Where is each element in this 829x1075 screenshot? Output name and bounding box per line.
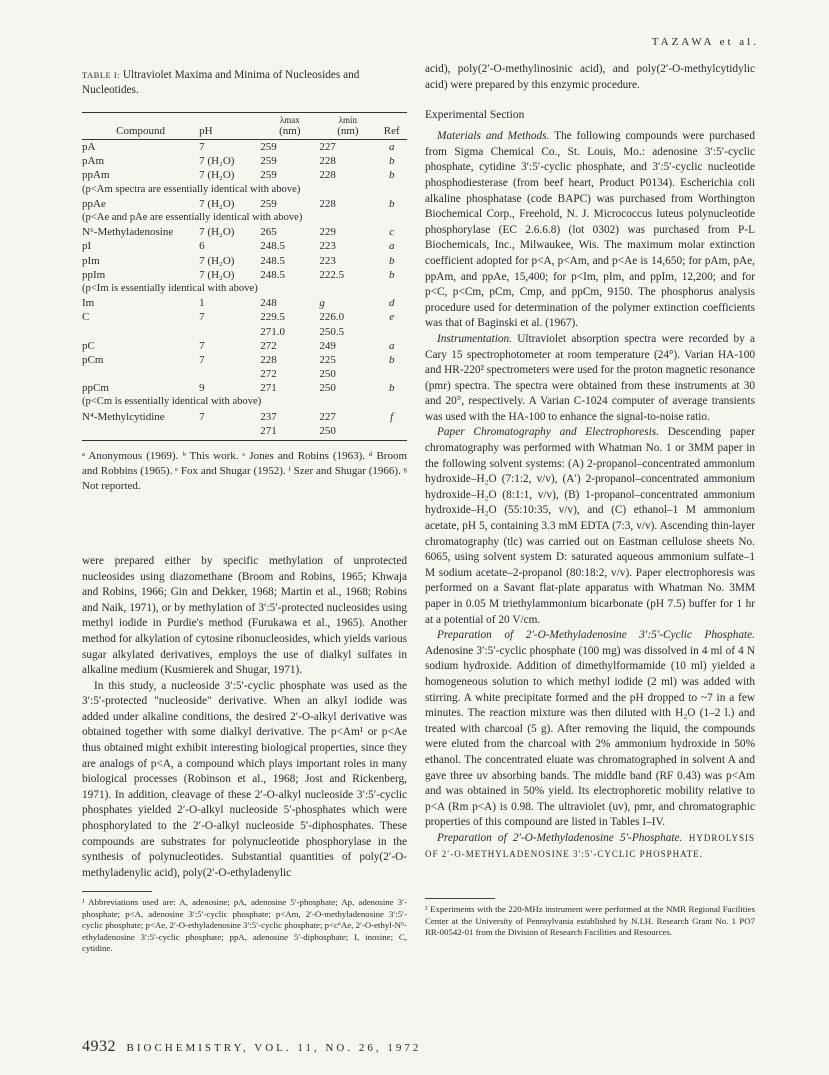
cell-compound: pI: [82, 240, 92, 253]
cell-lmin: 225: [319, 353, 336, 366]
instrumentation-paragraph: [425, 332, 755, 426]
table-note-row: [82, 395, 407, 409]
cell-ref: c: [389, 226, 395, 239]
materials-text: The following compounds were purchased from Sigma Chemical Co., St. Louis, Mo.: adenosine 3′:5′-cyclic phosphate, cytidine 3′:5′-cyclic phosphate, and 3′:5′-cyclic nucleotide phosphodiesterase (from beef heart, Product P0134). Escherichia coli alkaline phosphatase (code BAPC) was purchased from Worthington Biochemical Corp., Freehold, N. J. Micrococcus luteus polynucleotide phosphorylase (EC 2.6.6.8) (lot 0302) was purchased from P-L Biochemicals, Inc., Milwaukee, Wis. The maximum molar extinction coefficient adopted for p<A, p<Am, and p<Ae is 14,650; for pAm, pAe, ppAm, and ppAe, 15,400; for p<Im, pIm, and ppIm, 12,200; and for p<C, p<Cm, pCm, Cmp, and ppCm, 9150. The phosphorus analysis procedure used for determination of the polymer extinction coefficients was that of Baginski et al. (1967).: [425, 130, 755, 330]
cell-lmax: 248.5: [260, 268, 286, 281]
cell-compound: pC: [82, 339, 95, 352]
cell-ref: a: [388, 339, 395, 352]
cell-compound: [82, 367, 199, 381]
chromatography-text: Descending paper chromatography was performed with Whatman No. 1 or 3MM paper in the following solvent systems: (A) 2-propanol–concentrated ammonium hydroxide–H₂O (7:1:2, v/v), (A′) 2-propanol–concentrated ammonium hydroxide–H₂O (8:1:1, v/v), (B) 1-propanol–concentrated ammonium hydroxide–H₂O (55:10:35, v/v), and (C) ethanol–1 M ammonium acetate, pH 5, containing 3.3 mM EDTA (7:3, v/v). Ascending thin-layer chromatography (tlc) was carried out on Eastman cellulose sheets No. 6065, using solvent system D: saturated aqueous ammonium sulfate–1 M sodium acetate–2-propanol (80:18:2, v/v). Paper electrophoresis was performed on a Savant flat-plate apparatus with Whatman No. 3MM paper in 0.05 M triethylammonium bicarbonate (pH 7.5) buffer for 1 hr at a potential of 20 V/cm.: [425, 426, 755, 626]
cell-ref: a: [388, 240, 395, 253]
cell-ref: e: [389, 311, 395, 324]
instrumentation-text: Ultraviolet absorption spectra were recorded by a Cary 15 spectrophotometer at room temperature (24°). Varian HA-100 and HR-220² spectrometers were used for the proton magnetic resonance (pmr) spectra. The spectra were obtained from these instruments at 30 and 20°, respectively. A Varian C-1024 computer of average transients was used with the HA-100 to enhance the signal-to-noise ratio.: [425, 332, 755, 423]
cell-lmin: 222.5: [319, 268, 345, 281]
prep2-text: HYDROLYSIS OF 2′-O-METHYLADENOSINE 3′:5′-CYCLIC PHOSPHATE.: [425, 832, 755, 859]
cell-ref: b: [388, 382, 395, 395]
table-row: [82, 339, 407, 353]
cell-lmax: 248.5: [260, 240, 286, 253]
table-note-row: [82, 211, 407, 225]
table-footnotes: ᵃ Anonymous (1969). ᵇ This work. ᶜ Jones and Robins (1963). ᵈ Broom and Robbins (1965). ᵉ Fox and Shugar (1952). ᶠ Szer and Shugar (1966). ᵍ Not reported.: [82, 449, 407, 492]
table-row: [82, 225, 407, 239]
cell-compound: Im: [82, 297, 95, 310]
cell-compound: ppCm: [82, 382, 109, 395]
cell-ref: b: [388, 268, 395, 281]
cell-compound: pA: [82, 141, 96, 154]
cell-lmin: 250.5: [319, 325, 345, 338]
cell-compound: pIm: [82, 254, 100, 267]
table-caption-text: Ultraviolet Maxima and Minima of Nucleosides and Nucleotides.: [82, 69, 360, 96]
cell-compound: pCm: [82, 353, 104, 366]
table-row: [82, 296, 407, 310]
cell-ref: b: [388, 155, 395, 168]
cell-lmin: 223: [319, 254, 336, 267]
prep1-head: Preparation of 2′-O-Methyladenosine 3′:5′-Cyclic Phosphate.: [437, 629, 755, 642]
cell-lmax: 265: [260, 226, 277, 239]
cell-compound: [82, 424, 199, 441]
table-note: (p<Im is essentially identical with above): [82, 282, 258, 294]
chromatography-paragraph: [425, 425, 755, 628]
prep1-paragraph: [425, 628, 755, 831]
cell-lmax: 259: [260, 169, 277, 182]
journal-line: BIOCHEMISTRY, VOL. 11, NO. 26, 1972: [126, 1042, 422, 1054]
cell-compound: ppAe: [82, 197, 106, 210]
cell-lmin: 250: [319, 424, 376, 441]
cell-ref: b: [388, 169, 395, 182]
footnote-1: ¹ Abbreviations used are: A, adenosine; pA, adenosine 5′-phosphate; Ap, adenosine 3′-phosphate; p<A, adenosine 3′:5′-cyclic phosphate; p<Am, 2′-O-methyladenosine 3′:5′-cyclic phosphate; p<Ae, 2′-O-ethyladenosine 3′:5′-cyclic phosphate; p<c⁶Ae, 2′-O-ethyl-N⁶-ethyladenosine 3′:5′-cyclic phosphate; ppA, adenosine 5′-diphosphate; I, inosine; C, cytidine.: [82, 897, 407, 954]
left-paragraph-1: were prepared either by specific methylation of unprotected nucleosides using diazomethane (Broom and Robins, 1965; Khwaja and Robins, 1966; Gin and Dekker, 1968; Martin et al., 1968; Robins and Naik, 1971), or by methylation of 3′:5′-protected nucleosides using methyl iodide in Purdie's method (Furukawa et al., 1965). Another method for alkylation of cytosine ribonucleosides, which yields various sugar alkylated derivatives, employs the use of dialkyl sulfates in alkaline medium (Kusmierek and Shugar, 1971).: [82, 554, 407, 677]
cell-ph: 7: [199, 311, 205, 324]
table-row: [82, 168, 407, 182]
cell-ph: 7: [199, 339, 205, 352]
prep2-head: Preparation of 2′-O-Methyladenosine 5′-Phosphate.: [437, 831, 683, 844]
section-title: Experimental Section: [425, 109, 525, 122]
cell-lmin: 226.0: [319, 311, 345, 324]
cell-ref: a: [388, 141, 395, 154]
table-row: [82, 197, 407, 211]
table-row: [82, 268, 407, 282]
cell-lmax: 259: [260, 155, 277, 168]
cell-lmax: 271: [260, 382, 277, 395]
cell-lmin: 227: [319, 410, 336, 423]
materials-head: Materials and Methods.: [437, 130, 550, 143]
cell-compound: ppIm: [82, 268, 106, 281]
cell-lmax: 272: [260, 368, 277, 381]
left-paragraph-2: In this study, a nucleoside 3′:5′-cyclic phosphate was used as the 3′:5′-protected "nucleoside" derivative. When an alkyl iodide was added under alkaline conditions, the desired 2′-O-alkyl derivative was obtained together with some dialkyl derivative. The p<Am¹ or p<Ae thus obtained might exhibit interesting biological properties, since they are analogs of p<A, a compound which plays important roles in many biological processes (Robinson et al., 1968; Jost and Rickenberg, 1971). In addition, cleavage of these 2′-O-alkyl nucleoside 3′:5′-cyclic phosphates yielded 2′-O-alkyl nucleoside 5′-phosphates which were phosphorylated to the 2′-O-alkyl nucleoside 5′-diphosphates. These compounds are substrates for polynucleotide phosphorylase in the synthesis of polynucleotides. Substantial quantities of poly(2′-O-methyladenylic acid), poly(2′-O-ethyladenylic: [82, 679, 407, 879]
header-ref: Ref: [376, 113, 407, 140]
cell-ref: [376, 367, 407, 381]
cell-ph: [199, 367, 260, 381]
cell-ph: [199, 324, 260, 338]
table-note-row: [82, 183, 407, 197]
cell-ph: 7 (H₂O): [199, 226, 235, 239]
cell-ref: [376, 324, 407, 338]
cell-ph: 7 (H₂O): [199, 155, 235, 168]
cell-ph: 7 (H₂O): [199, 268, 235, 281]
cell-lmax: 248: [260, 297, 277, 310]
left-column: [82, 62, 407, 955]
cell-ref: b: [388, 353, 395, 366]
cell-ph: [199, 424, 260, 441]
header-compound: Compound: [82, 113, 199, 140]
cell-lmin: 228: [319, 155, 336, 168]
table-label: TABLE I:: [82, 70, 121, 80]
cell-lmax: 271.0: [260, 325, 286, 338]
table-row: [82, 140, 407, 155]
cell-lmax: 237: [260, 410, 277, 423]
cell-lmax: 271: [260, 424, 319, 441]
cell-lmin: g: [319, 297, 325, 310]
cell-ph: 7 (H₂O): [199, 254, 235, 267]
cell-ph: 7 (H₂O): [199, 197, 235, 210]
chromatography-head: Paper Chromatography and Electrophoresis.: [437, 426, 659, 439]
table-note: (p<Cm is essentially identical with above): [82, 396, 262, 408]
table-row: [82, 239, 407, 253]
table-row: [82, 381, 407, 395]
cell-ph: 7 (H₂O): [199, 169, 235, 182]
cell-ref: [376, 424, 407, 441]
footnote-2: ² Experiments with the 220-MHz instrument were performed at the NMR Regional Facilities Center at the University of Pennsylvania established by N.I.H. Research Grant No. 1 PO7 RR-00542-01 from the Division of Research Facilities and Resources.: [425, 904, 755, 938]
cell-lmax: 259: [260, 141, 277, 154]
cell-compound: N⁴-Methylcytidine: [82, 410, 165, 423]
table-row: [82, 353, 407, 367]
cell-lmin: 250: [319, 382, 336, 395]
cell-ph: 7: [199, 353, 205, 366]
table-note-row: [82, 282, 407, 296]
cell-lmax: 259: [260, 197, 277, 210]
table-note: (p<Ae and pAe are essentially identical with above): [82, 212, 303, 224]
table-row: [82, 367, 407, 381]
right-paragraph-0: acid), poly(2′-O-methylinosinic acid), and poly(2′-O-methylcytidylic acid) were prepared by this enzymic procedure.: [425, 63, 755, 91]
uv-table-body: [82, 140, 407, 441]
cell-ph: 9: [199, 382, 205, 395]
cell-ref: f: [390, 410, 394, 423]
table-row: [82, 254, 407, 268]
running-head: TAZAWA et al.: [651, 36, 759, 48]
cell-lmin: 227: [319, 141, 336, 154]
cell-lmin: 250: [319, 368, 336, 381]
cell-ph: 1: [199, 297, 205, 310]
cell-ref: d: [388, 297, 395, 310]
cell-ph: 6: [199, 240, 205, 253]
cell-compound: ppAm: [82, 169, 110, 182]
cell-ref: b: [388, 197, 395, 210]
cell-ph: 7: [199, 410, 205, 423]
cell-compound: C: [82, 311, 90, 324]
cell-lmin: 223: [319, 240, 336, 253]
cell-lmax: 229.5: [260, 311, 286, 324]
cell-compound: pAm: [82, 155, 104, 168]
table-caption: [82, 68, 407, 98]
table-row: [82, 154, 407, 168]
uv-table: [82, 113, 407, 441]
table-row: [82, 324, 407, 338]
materials-paragraph: [425, 129, 755, 332]
cell-lmin: 249: [319, 339, 336, 352]
prep2-paragraph: [425, 831, 755, 862]
right-column: [425, 62, 755, 939]
cell-ph: 7: [199, 141, 205, 154]
header-lmin: λmin (nm): [319, 113, 376, 140]
footnote-rule-left: [82, 891, 152, 892]
table-row: [82, 310, 407, 324]
prep1-text: Adenosine 3′:5′-cyclic phosphate (100 mg) was dissolved in 4 ml of 4 N sodium hydroxide. Addition of dimethylformamide (10 ml) yielded a homogeneous solution to which methyl iodide (2 ml) was added with stirring. A white precipitate formed and the pH dropped to ~7 in a few minutes. The reaction mixture was then diluted with H₂O (1–2 l.) and treated with charcoal (5 g). After removing the liquid, the compounds were eluted from the charcoal with 2% ammonium hydroxide in 50% ethanol. The concentrated eluate was chromatographed in solvent A and gave three uv absorbing bands. The middle band (RF 0.43) was p<Am and was obtained in 50% yield. Its electrophoretic mobility relative to p<A (Rm p<A) is 0.98. The ultraviolet (uv), pmr, and chromatographic properties of this compound are listed in Tables I–IV.: [425, 644, 755, 829]
cell-compound: N⁶-Methyladenosine: [82, 226, 174, 239]
cell-lmax: 248.5: [260, 254, 286, 267]
cell-lmax: 272: [260, 339, 277, 352]
cell-ref: b: [388, 254, 395, 267]
table-note: (p<Am spectra are essentially identical with above): [82, 183, 301, 195]
table-row: [82, 410, 407, 424]
cell-lmin: 228: [319, 169, 336, 182]
cell-lmin: 228: [319, 197, 336, 210]
cell-compound: [82, 324, 199, 338]
footnote-rule-right: [425, 898, 495, 899]
header-ph: pH: [199, 113, 260, 140]
folio: [82, 1038, 421, 1056]
page-number: 4932: [82, 1038, 116, 1055]
header-lmax: λmax (nm): [260, 113, 319, 140]
table-row: [82, 424, 407, 441]
cell-lmax: 228: [260, 353, 277, 366]
cell-lmin: 229: [319, 226, 336, 239]
instrumentation-head: Instrumentation.: [437, 332, 512, 345]
